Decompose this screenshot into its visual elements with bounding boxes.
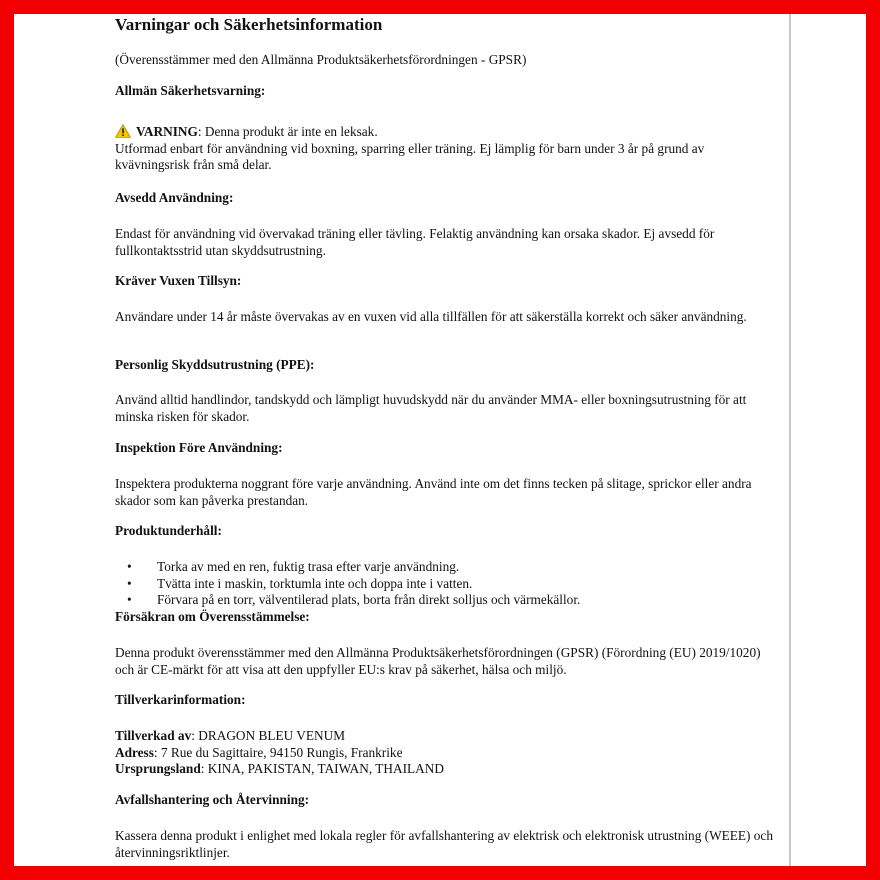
bullet-icon: • bbox=[127, 575, 132, 591]
warning-line bbox=[115, 124, 780, 141]
document-subtitle: (Överensstämmer med den Allmänna Produktsäkerhetsförordningen - GPSR) bbox=[115, 52, 527, 67]
ppe-text: Använd alltid handlindor, tandskydd och lämpligt huvudskydd när du använder MMA- eller boxningsutrustning för att minska risken för skador. bbox=[115, 392, 747, 424]
document-title: Varningar och Säkerhetsinformation bbox=[115, 15, 383, 34]
general-warning-heading: Allmän Säkerhetsvarning: bbox=[115, 83, 266, 98]
supervision-text: Användare under 14 år måste övervakas av en vuxen vid alla tillfällen för att säkerställa korrekt och säker användning. bbox=[115, 309, 747, 324]
bullet-icon: • bbox=[127, 559, 132, 574]
manufacturer-name: Tillverkad av: DRAGON BLEU VENUM bbox=[115, 728, 346, 743]
list-item: • Tvätta inte i maskin, torktumla inte och doppa inte i vatten. bbox=[127, 575, 473, 591]
ppe-heading: Personlig Skyddsutrustning (PPE): bbox=[115, 357, 315, 372]
inspection-heading: Inspektion Före Användning: bbox=[115, 440, 283, 455]
intended-use-heading: Avsedd Användning: bbox=[115, 190, 234, 205]
list-item: • Förvara på en torr, välventilerad plats, borta från direkt solljus och värmekällor. bbox=[127, 592, 581, 608]
disposal-heading: Avfallshantering och Återvinning: bbox=[115, 792, 310, 807]
warning-icon bbox=[115, 124, 131, 138]
warning-text: : Denna produkt är inte en leksak. bbox=[197, 124, 378, 139]
general-warning-section bbox=[115, 124, 780, 174]
manufacturer-info bbox=[115, 728, 780, 778]
page-divider-line bbox=[789, 0, 791, 880]
disposal-text: Kassera denna produkt i enlighet med lokala regler för avfallshantering av elektrisk och elektronisk utrustning (WEEE) och återvinningsriktlinjer. bbox=[115, 828, 773, 860]
maintenance-list bbox=[115, 559, 780, 609]
supervision-heading: Kräver Vuxen Tillsyn: bbox=[115, 273, 242, 288]
conformity-heading: Försäkran om Överensstämmelse: bbox=[115, 609, 310, 624]
intended-use-text: Endast för användning vid övervakad träning eller tävling. Felaktig användning kan orsaka skador. Ej avsedd för fullkontaktsstrid utan skyddsutrustning. bbox=[115, 226, 715, 258]
warning-label: VARNING bbox=[136, 124, 198, 139]
maintenance-heading: Produktunderhåll: bbox=[115, 523, 222, 538]
general-warning-text: Utformad enbart för användning vid boxning, sparring eller träning. Ej lämplig för barn under 3 år på grund av kvävningsrisk från små delar. bbox=[115, 140, 705, 173]
manufacturer-origin: Ursprungsland: KINA, PAKISTAN, TAIWAN, THAILAND bbox=[115, 761, 444, 777]
inspection-text: Inspektera produkterna noggrant före varje användning. Använd inte om det finns tecken på slitage, sprickor eller andra skador som kan påverka prestandan. bbox=[115, 476, 752, 508]
manufacturer-heading: Tillverkarinformation: bbox=[115, 692, 246, 707]
list-item: • Torka av med en ren, fuktig trasa efter varje användning. bbox=[127, 559, 460, 574]
bullet-icon: • bbox=[127, 592, 132, 608]
conformity-text: Denna produkt överensstämmer med den Allmänna Produktsäkerhetsförordningen (GPSR) (Förordning (EU) 2019/1020) och är CE-märkt för att visa att den uppfyller EU:s krav på säkerhet, hälsa och miljö. bbox=[115, 645, 761, 677]
manufacturer-address: Adress: 7 Rue du Sagittaire, 94150 Rungis, Frankrike bbox=[115, 744, 403, 760]
